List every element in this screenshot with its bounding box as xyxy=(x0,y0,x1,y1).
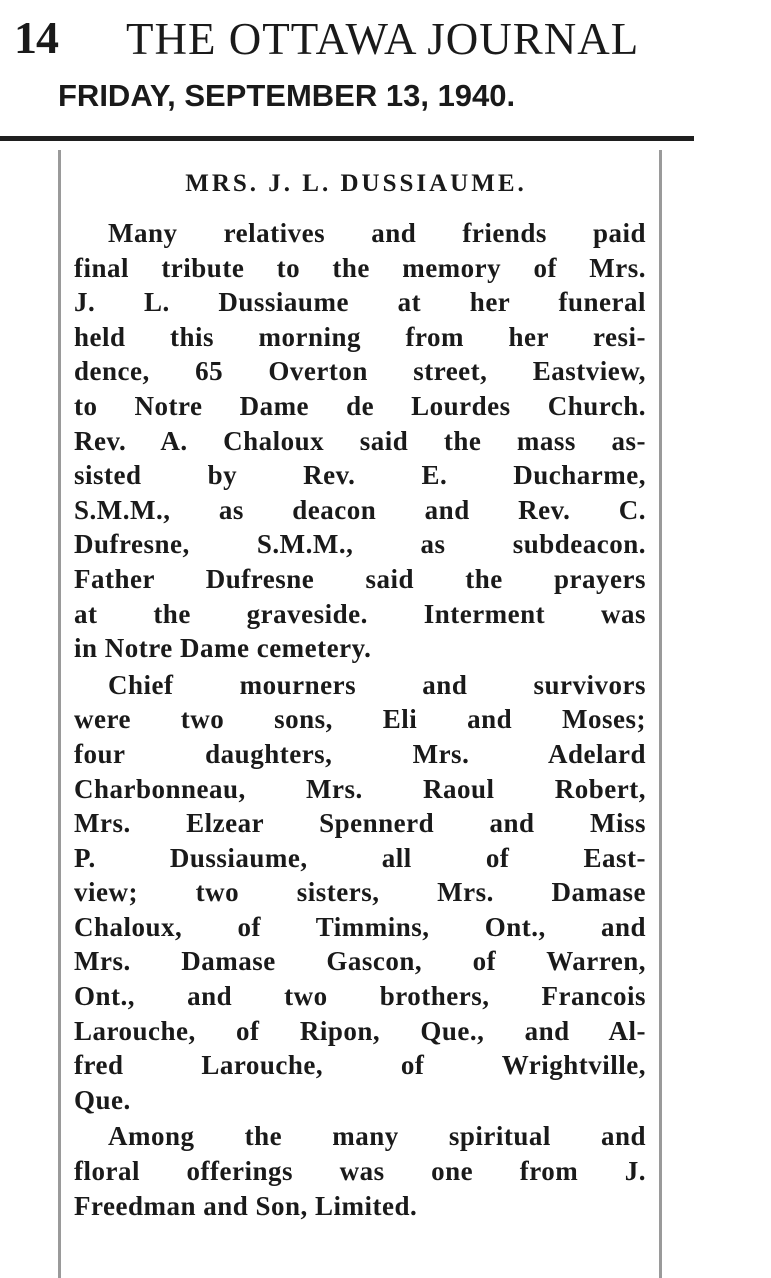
masthead xyxy=(0,0,771,150)
article-line: Rev. A. Chaloux said the mass as- xyxy=(74,425,646,456)
article-body xyxy=(74,216,646,1223)
article-line: S.M.M., as deacon and Rev. C. xyxy=(74,494,646,525)
article-line: Freedman and Son, Limited. xyxy=(74,1190,418,1221)
article-line: sisted by Rev. E. Ducharme, xyxy=(74,460,646,491)
article-line: J. L. Dussiaume at her funeral xyxy=(74,287,646,318)
article-line: Larouche, of Ripon, Que., and Al- xyxy=(74,1015,646,1046)
article-line: Ont., and two brothers, Francois xyxy=(74,981,646,1012)
article-line: Charbonneau, Mrs. Raoul Robert, xyxy=(74,773,646,804)
article-line: Dufresne, S.M.M., as subdeacon. xyxy=(74,529,646,560)
article-line: were two sons, Eli and Moses; xyxy=(74,704,646,735)
article-line: view; two sisters, Mrs. Damase xyxy=(74,877,646,908)
article-line: to Notre Dame de Lourdes Church. xyxy=(74,390,646,421)
article-line: at the graveside. Interment was xyxy=(74,598,646,629)
newspaper-title: THE OTTAWA JOURNAL xyxy=(126,14,640,64)
article-line: four daughters, Mrs. Adelard xyxy=(74,738,646,769)
article-line: Chief mourners and survivors xyxy=(108,669,646,700)
article-line: in Notre Dame cemetery. xyxy=(74,633,372,664)
article-line: Among the many spiritual and xyxy=(108,1121,646,1152)
article-line: Que. xyxy=(74,1084,131,1115)
article-line: Chaloux, of Timmins, Ont., and xyxy=(74,911,646,942)
article-headline: MRS. J. L. DUSSIAUME. xyxy=(185,170,527,197)
masthead-rule xyxy=(0,136,694,141)
page-number: 14 xyxy=(14,12,58,63)
article-line: P. Dussiaume, all of East- xyxy=(74,842,646,873)
article-line: Many relatives and friends paid xyxy=(108,218,646,248)
article-line: floral offerings was one from J. xyxy=(74,1156,646,1187)
article-line: fred Larouche, of Wrightville, xyxy=(74,1050,646,1081)
article-line: final tribute to the memory of Mrs. xyxy=(74,252,646,283)
article-line: dence, 65 Overton street, Eastview, xyxy=(74,356,646,387)
paragraph-funeral-service xyxy=(74,216,646,666)
paragraph-offerings xyxy=(74,1119,646,1223)
article-line: Father Dufresne said the prayers xyxy=(74,563,646,594)
paragraph-survivors xyxy=(74,668,646,1118)
issue-date: FRIDAY, SEPTEMBER 13, 1940. xyxy=(58,78,516,113)
article-line: Mrs. Damase Gascon, of Warren, xyxy=(74,946,646,977)
article-line: Mrs. Elzear Spennerd and Miss xyxy=(74,808,646,839)
article-line: held this morning from her resi- xyxy=(74,321,646,352)
